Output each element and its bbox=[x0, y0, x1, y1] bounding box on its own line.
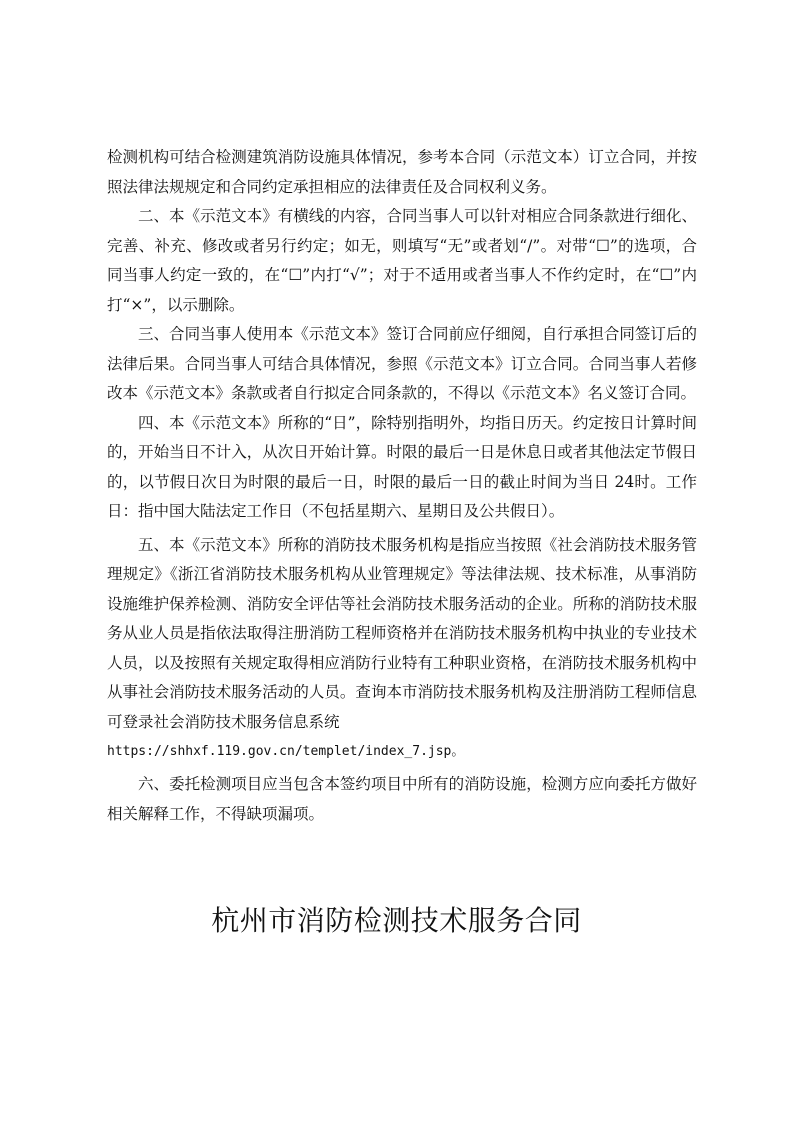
document-body bbox=[107, 143, 697, 829]
paragraph-clause-4: 四、本《示范文本》所称的“日”，除特别指明外，均指日历天。约定按日计算时间的，开始当日不计入，从次日开始计算。时限的最后一日是休息日或者其他法定节假日的，以节假日次日为时限的最后一日，时限的最后一日的截止时间为当日 24时。工作日：指中国大陆法定工作日（不包括星期六、星期日及公共假日）。 bbox=[107, 413, 697, 520]
paragraph-clause-3: 三、合同当事人使用本《示范文本》签订合同前应仔细阅，自行承担合同签订后的法律后果。合同当事人可结合具体情况，参照《示范文本》订立合同。合同当事人若修改本《示范文本》条款或者自行拟定合同条款的，不得以《示范文本》名义签订合同。 bbox=[107, 325, 697, 402]
paragraph-intro: 检测机构可结合检测建筑消防设施具体情况，参考本合同（示范文本）订立合同，并按照法律法规规定和合同约定承担相应的法律责任及合同权利义务。 bbox=[107, 148, 697, 196]
contract-title: 杭州市消防检测技术服务合同 bbox=[211, 904, 582, 937]
paragraph-clause-5: 五、本《示范文本》所称的消防技术服务机构是指应当按照《社会消防技术服务管理规定》《浙江省消防技术服务机构从业管理规定》等法律法规、技术标准，从事消防设施维护保养检测、消防安全评估等社会消防技术服务活动的企业。所称的消防技术服务从业人员是指依法取得注册消防工程师资格并在消防技术服务机构中执业的专业技术人员，以及按照有关规定取得相应消防行业特有工种职业资格，在消防技术服务机构中从事社会消防技术服务活动的人员。查询本市消防技术服务机构及注册消防工程师信息可登录社会消防技术服务信息系统 bbox=[107, 535, 697, 731]
paragraph-clause-6: 六、委托检测项目应当包含本签约项目中所有的消防设施，检测方应向委托方做好相关解释工作，不得缺项漏项。 bbox=[107, 775, 697, 823]
paragraph-clause-2: 二、本《示范文本》有横线的内容，合同当事人可以针对相应合同条款进行细化、完善、补充、修改或者另行约定；如无，则填写“无”或者划“/”。对带“☐”的选项，合同当事人约定一致的，在“☐”内打“√”；对于不适用或者当事人不作约定时，在“☐”内打“×”，以示删除。 bbox=[107, 207, 697, 314]
info-system-url: https://shhxf.119.gov.cn/templet/index_7.jsp。 bbox=[107, 744, 465, 759]
